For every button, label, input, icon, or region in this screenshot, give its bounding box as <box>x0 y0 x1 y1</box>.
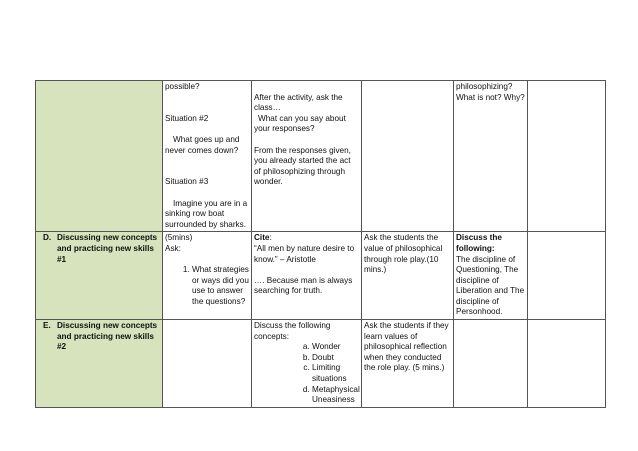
list-item: d. Metaphysical Uneasiness <box>312 385 359 406</box>
activity-text-3: From the responses given, you already started the act of philosophizing through wonder. <box>254 145 351 187</box>
label-cell <box>36 81 163 232</box>
activity-text-2: What can you say about your responses? <box>254 113 346 134</box>
lesson-plan-table <box>35 80 606 408</box>
concepts-intro: Discuss the following concepts: <box>254 321 331 341</box>
row-e-concepts-cell <box>252 320 362 408</box>
philosophizing-cell <box>454 81 528 232</box>
row-e-letter: E. <box>43 321 51 331</box>
activity-cell <box>252 81 362 232</box>
situation-2-text: What goes up and never comes down? <box>165 134 240 155</box>
philosophizing-text: philosophizing? What is not? Why? <box>456 82 525 102</box>
situation-3-title: Situation #3 <box>165 177 209 187</box>
row-d-time: (5mins) <box>165 233 193 243</box>
row-d-ask-cell <box>163 232 252 320</box>
cite-explanation: …. Because man is always searching for truth. <box>254 275 353 296</box>
empty-cell <box>454 320 528 408</box>
cite-label: Cite <box>254 233 270 243</box>
list-item: c. Limiting situations <box>312 363 359 384</box>
row-d-ask: Ask: <box>165 243 181 253</box>
discuss-heading: Discuss the following: <box>456 233 502 253</box>
situation-3-text: Imagine you are in a sinking row boat surrounded by sharks. <box>165 198 248 229</box>
row-d-discuss-cell <box>454 232 528 320</box>
concepts-list <box>254 342 359 406</box>
row-d-label: Discussing new concepts and practicing new skills #1 <box>57 233 158 264</box>
row-e-label-cell <box>36 320 163 408</box>
row-d-cite-cell <box>252 232 362 320</box>
situation-1-end: possible? <box>165 82 200 91</box>
discuss-text: The discipline of Questioning, The discipline of Liberation and The discipline of Personhood. <box>456 254 525 317</box>
row-e <box>36 320 606 408</box>
row-d <box>36 232 606 320</box>
situation-2-title: Situation #2 <box>165 113 209 123</box>
row-d-question-list <box>165 265 249 307</box>
row-d-label-cell <box>36 232 163 320</box>
row-e-reflection-cell <box>362 320 454 408</box>
row-e-label: Discussing new concepts and practicing new skills #2 <box>57 321 158 352</box>
situations-cell <box>163 81 252 232</box>
aristotle-quote: “All men by nature desire to know.” – Aristotle <box>254 243 355 264</box>
empty-cell <box>362 81 454 232</box>
row-d-roleplay-cell <box>362 232 454 320</box>
empty-cell <box>528 232 606 320</box>
row-d-roleplay-text: Ask the students the value of philosophical through role play.(10 mins.) <box>364 233 443 275</box>
activity-text-1: After the activity, ask the class… <box>254 92 343 113</box>
empty-cell <box>528 320 606 408</box>
list-item: b. Doubt <box>312 353 359 364</box>
row-e-reflection-text: Ask the students if they learn values of philosophical reflection when they conducted the role play. (5 mins.) <box>364 321 449 373</box>
cite-colon: : <box>269 233 272 243</box>
empty-cell <box>163 320 252 408</box>
list-item: a. Wonder <box>312 342 359 353</box>
continuation-row <box>36 81 606 232</box>
empty-cell <box>528 81 606 232</box>
row-d-letter: D. <box>43 233 52 243</box>
list-item: 1. What strategies or ways did you use to answer the questions? <box>192 265 249 307</box>
